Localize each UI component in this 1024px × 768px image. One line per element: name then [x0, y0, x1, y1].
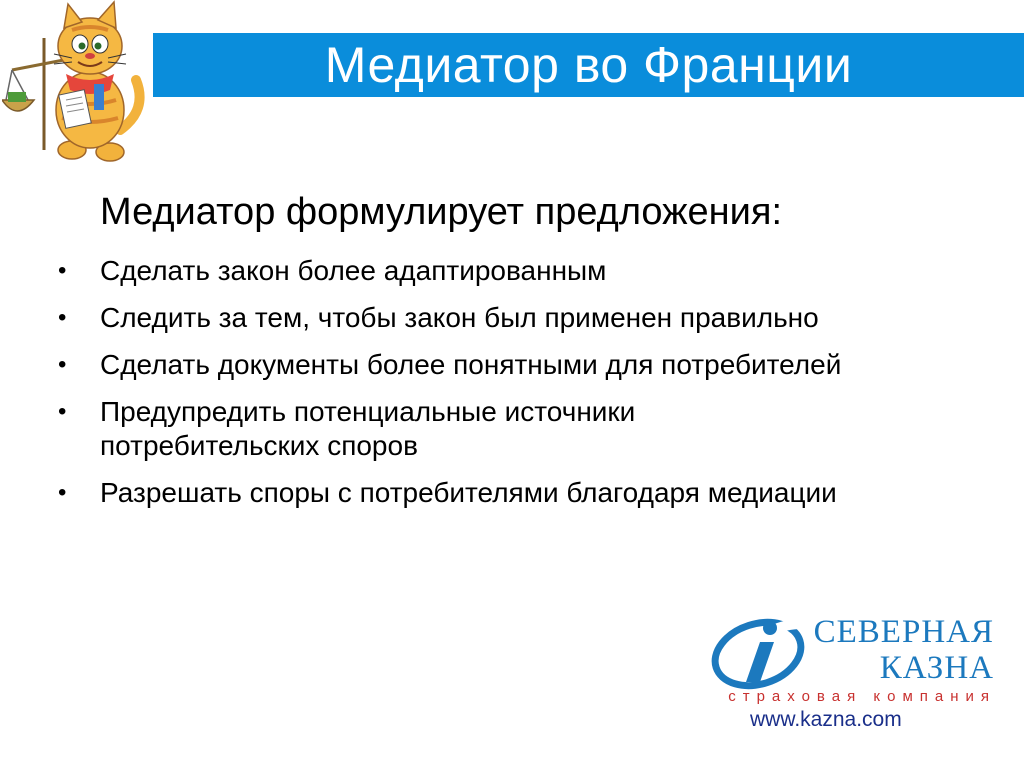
company-url-link[interactable]: www.kazna.com: [750, 708, 902, 731]
bullet-text: Следить за тем, чтобы закон был применен правильно: [100, 302, 819, 333]
list-item: [58, 395, 858, 463]
bullet-marker: •: [58, 257, 67, 284]
list-item: [58, 254, 858, 288]
bullet-text: Разрешать споры с потребителями благодаря медиации: [100, 477, 837, 508]
cartoon-cat-with-scales-icon: [2, 0, 150, 170]
list-item: [58, 301, 858, 335]
kazna-swoosh-icon: [710, 612, 814, 692]
bullet-text: Предупредить потенциальные источники потребительских споров: [100, 396, 636, 461]
page-title: Медиатор во Франции: [324, 37, 853, 93]
logo-name-line2: КАЗНА: [879, 650, 994, 686]
slide-subtitle: Медиатор формулирует предложения:: [100, 191, 783, 233]
list-item: [58, 476, 858, 510]
company-logo: [704, 608, 1004, 738]
title-bar: [153, 33, 1024, 97]
bullet-marker: •: [58, 304, 67, 331]
bullet-marker: •: [58, 479, 67, 506]
bullet-list: [58, 254, 858, 523]
bullet-text: Сделать документы более понятными для потребителей: [100, 349, 842, 380]
bullet-text: Сделать закон более адаптированным: [100, 255, 607, 286]
bullet-marker: •: [58, 398, 67, 425]
logo-tagline: страховая компания: [728, 688, 996, 705]
logo-name-line1: СЕВЕРНАЯ: [813, 614, 994, 650]
bullet-marker: •: [58, 351, 67, 378]
list-item: [58, 348, 858, 382]
